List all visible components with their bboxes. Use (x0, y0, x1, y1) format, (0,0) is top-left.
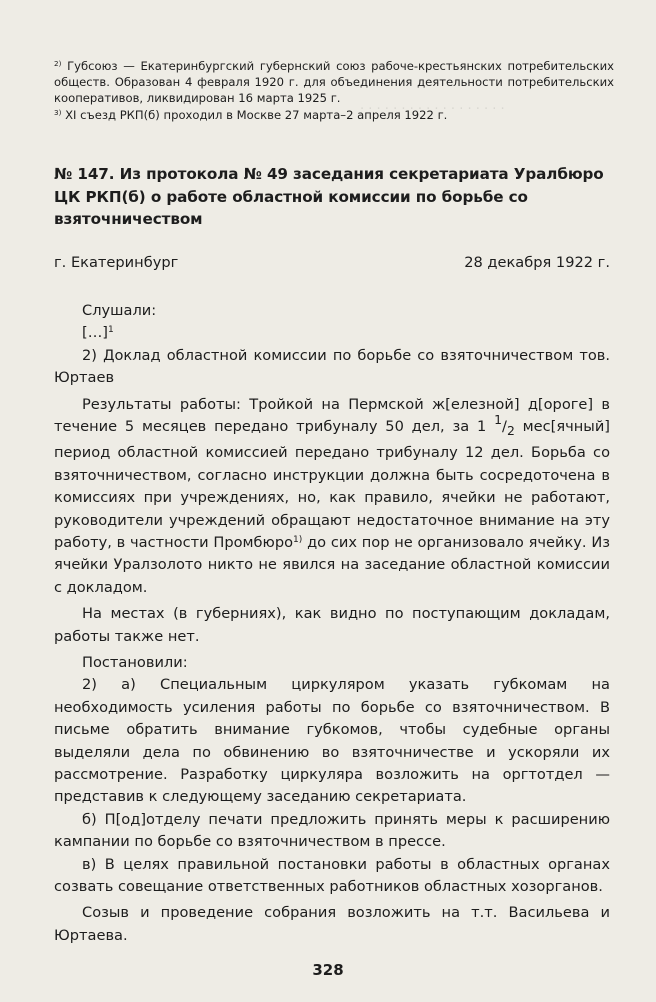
place-date-line (54, 253, 610, 273)
document-place: г. Екатеринбург (54, 254, 179, 271)
footnote-mark: 3) (54, 107, 62, 117)
results-text: до сих пор не организовало ячейку. Из ячейки Уралзолото никто не явился на заседание областной комиссии с докладом. (54, 533, 610, 596)
omission-text: […] (82, 324, 108, 342)
footnote-mark: 1 (107, 325, 114, 336)
results-text: мес[ячный] период областной комиссией передано трибуналу 12 дел. Борьба со взяточничеством, согласно инструкции должна быть сосредоточена в комиссиях при учреждениях, но, как правило, ячейки не работают, руководители учреждений обращают недостаточное внимание на эту работу, в частности Промбюро (54, 418, 610, 551)
fraction-numerator: 1 (494, 412, 503, 428)
results-text: Результаты работы: Тройкой на Пермской ж[елезной] д[ороге] в течение 5 месяцев передано трибуналу 50 дел, за 1 (54, 395, 610, 436)
footnotes (54, 58, 614, 123)
footnote (54, 58, 614, 107)
resolution-b: б) П[од]отделу печати предложить принять меры к расширению кампании по борьбе со взяточничеством в прессе. (54, 810, 610, 851)
document-date: 28 декабря 1922 г. (464, 254, 610, 271)
agenda-item: 2) Доклад областной комиссии по борьбе со взяточничеством тов. Юртаев (54, 346, 610, 387)
results-paragraph: Результаты работы: Тройкой на Пермской ж[елезной] д[ороге] в течение 5 месяцев передано трибуналу 50 дел, за 1 $^1/_2$ мес[ячный] период областной комиссией передано трибуналу 12 дел. Борьба со взяточничеством, согласно инструкции должна быть сосредоточена в комиссиях при учреждениях, но, как правило, ячейки не работают, руководители учреждений обращают недостаточное внимание на эту работу, в частности Промбюро$^{1)}$ до сих пор не организовало ячейку. Из ячейки Уралзолото никто не явился на заседание областной комиссии с докладом. (54, 395, 610, 596)
omission-marker (54, 322, 610, 344)
document-body (54, 300, 610, 947)
fraction-denominator: 2 (506, 422, 515, 438)
resolution-c: в) В целях правильной постановки работы в областных органах созвать совещание ответственных работников областных хозорганов. (54, 855, 610, 896)
heard-label: Слушали: (82, 302, 157, 319)
footnote-text: XI съезд РКП(б) проходил в Москве 27 марта–2 апреля 1922 г. (65, 107, 448, 122)
convening-paragraph: Созыв и проведение собрания возложить на т.т. Васильева и Юртаева. (54, 904, 610, 944)
resolved-label: Постановили: (82, 654, 188, 671)
page-number: 328 (312, 961, 344, 979)
footnote-mark: 1) (293, 535, 303, 545)
resolution-a: 2) а) Специальным циркуляром указать губкомам на необходимость усиления работы по борьбе со взяточничеством. В письме обратить внимание губкомов, чтобы судебные органы выделяли дела по обвинению во взяточничестве и ускоряли их рассмотрение. Разработку циркуляра возложить на оргтотдел — представив к следующему заседанию секретариата. (54, 676, 610, 806)
document-heading: № 147. Из протокола № 49 заседания секретариата Уралбюро ЦК РКП(б) о работе областной комиссии по борьбе со взяточничеством (54, 165, 604, 228)
localities-paragraph: На местах (в губерниях), как видно по поступающим докладам, работы также нет. (54, 605, 610, 645)
footnote-text: Губсоюз — Екатеринбургский губернский союз рабоче-крестьянских потребительских обществ. Образован 4 февраля 1920 г. для объединения деятельности потребительских кооперативов, ликвидирован 16 марта 1925 г. (54, 59, 614, 106)
reverse-side-bleed-through: . . . . . . . . . . . . . . . . . . (360, 98, 505, 113)
footnote-mark: 2) (54, 59, 62, 69)
footnote (54, 107, 614, 123)
